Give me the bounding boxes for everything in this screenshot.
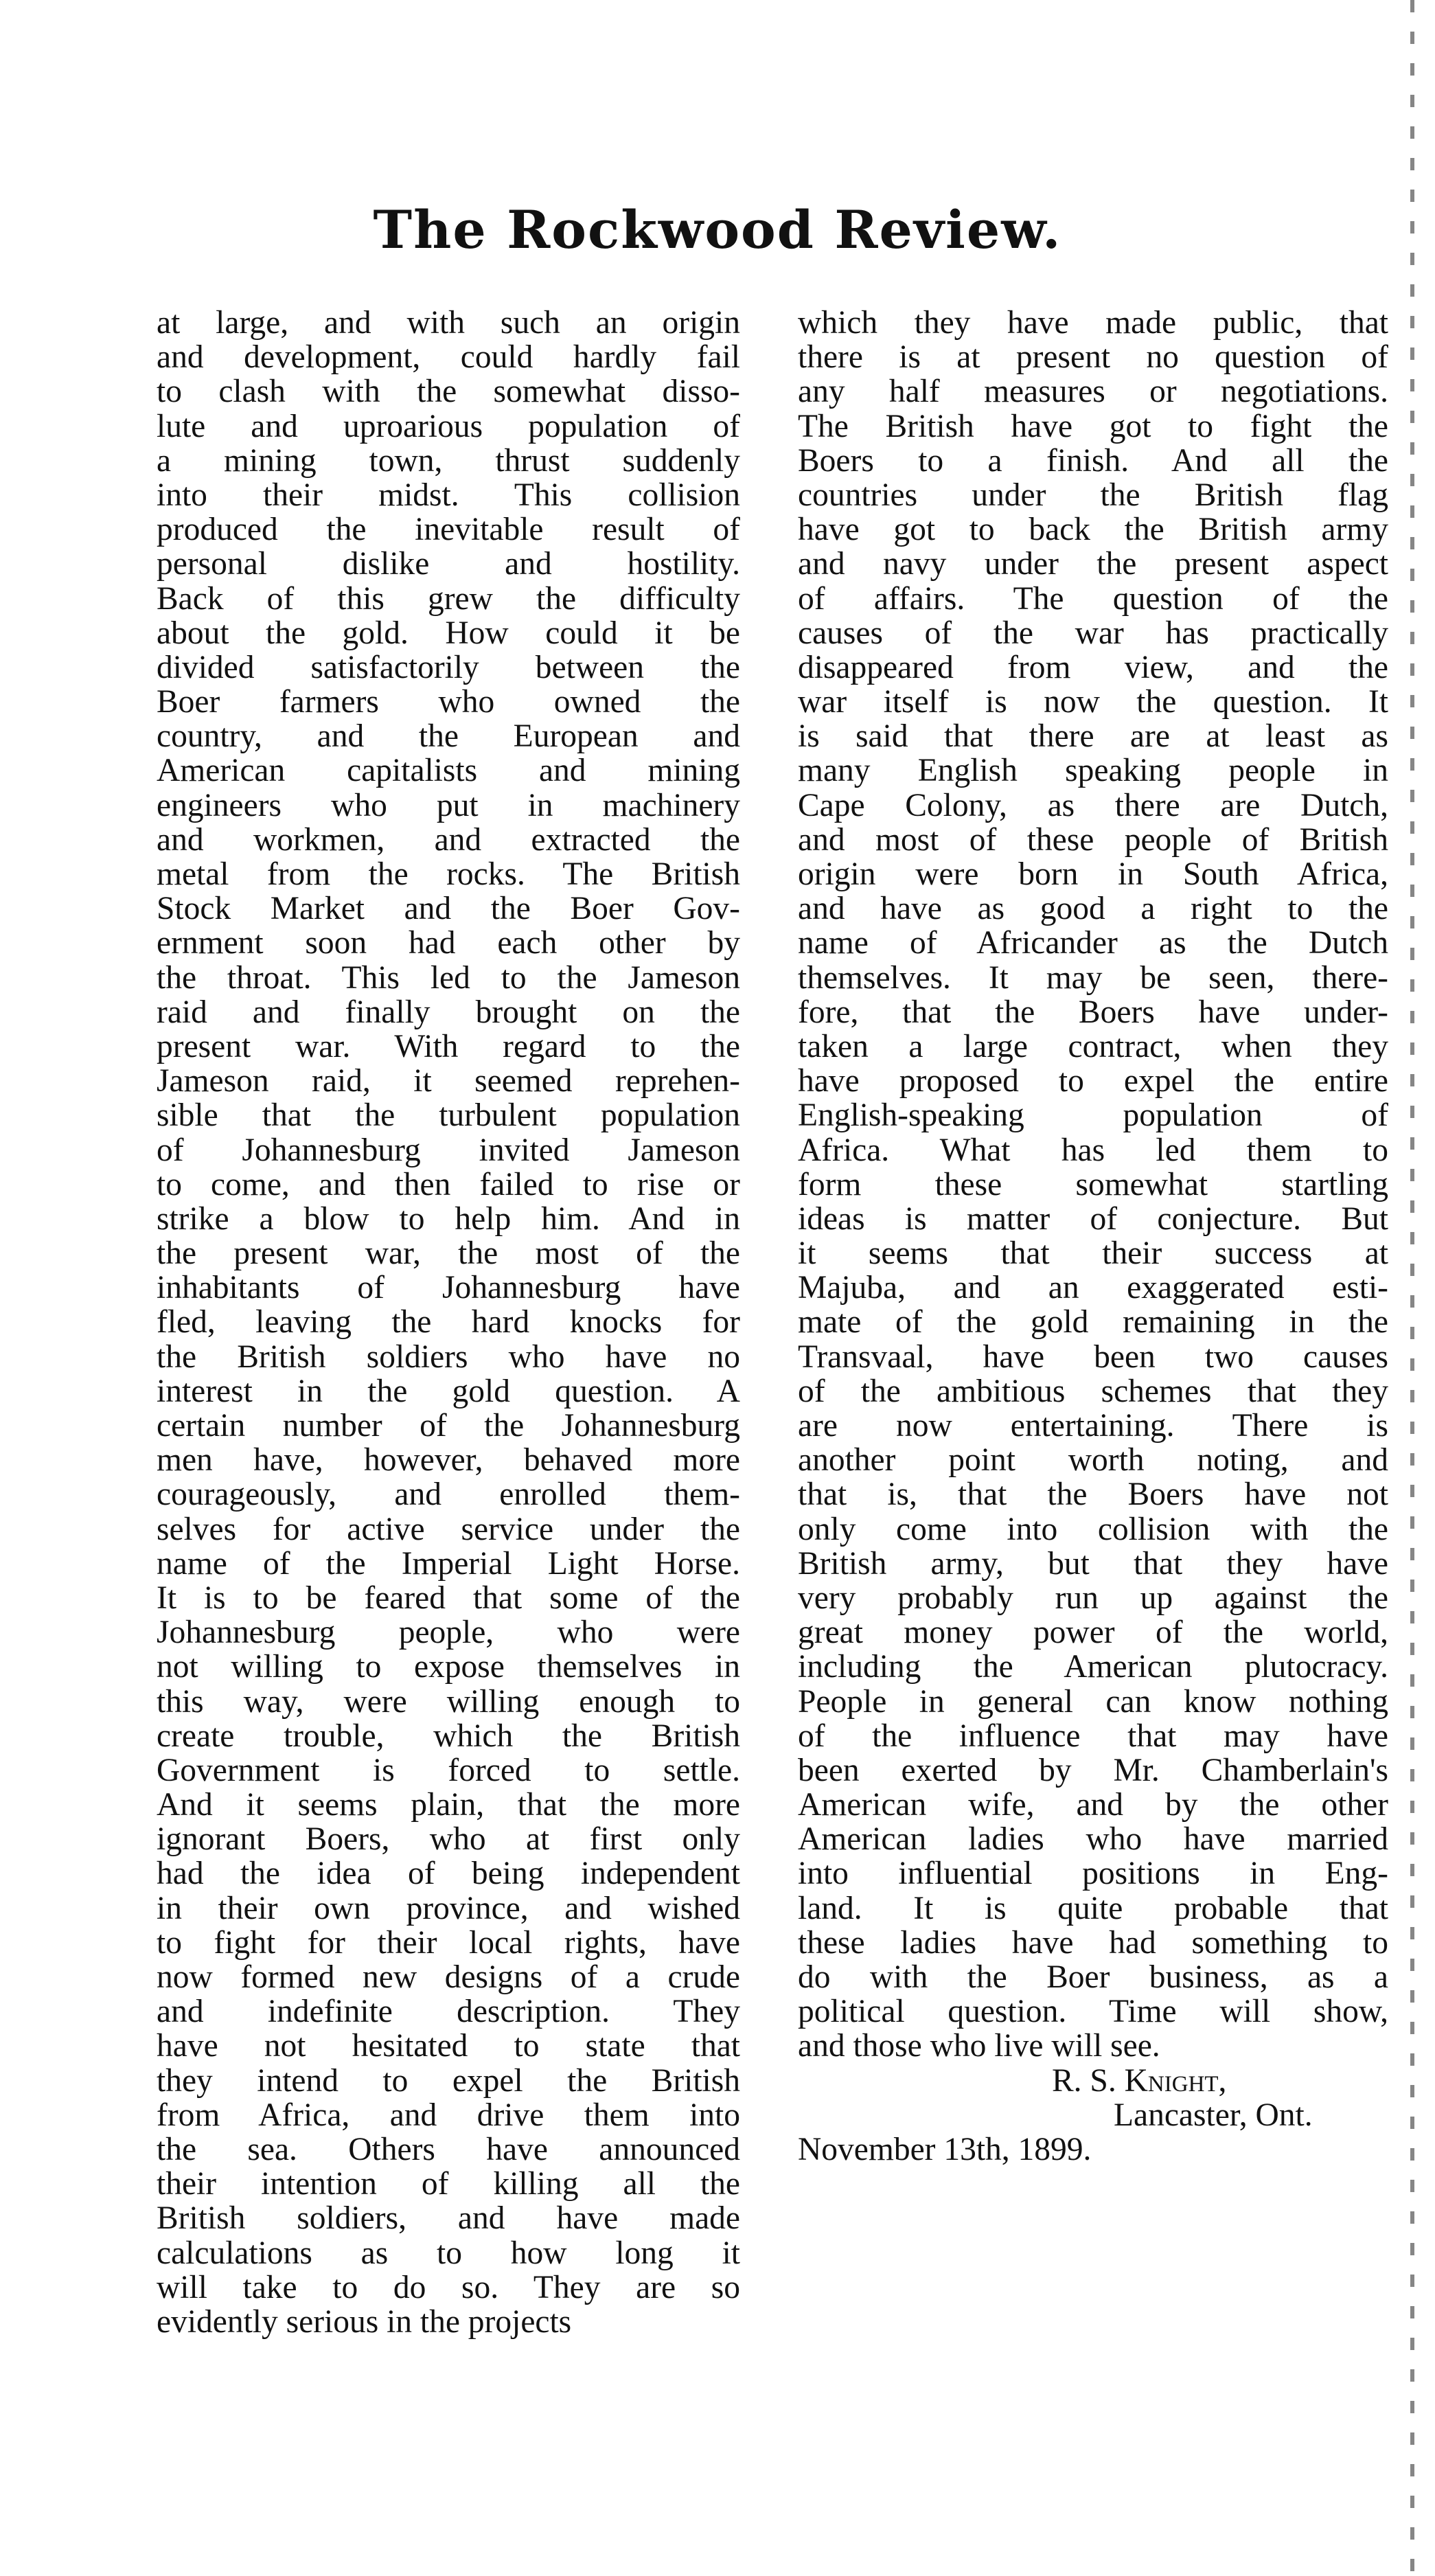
text-line: of Johannesburg invited Jameson — [157, 1132, 740, 1168]
text-line: ernment soon had each other by — [157, 925, 740, 961]
text-line: Stock Market and the Boer Gov- — [157, 891, 740, 927]
text-line: in their own province, and wished — [157, 1890, 740, 1926]
author-location: Lancaster, Ont. — [1114, 2097, 1313, 2133]
text-line: People in general can know nothing — [798, 1683, 1388, 1720]
text-line: fore, that the Boers have under- — [798, 994, 1388, 1030]
text-line: Johannesburg people, who were — [157, 1615, 740, 1651]
text-line: their intention of killing all the — [157, 2166, 740, 2202]
text-line: will take to do so. They are so — [157, 2269, 740, 2305]
text-line: causes of the war has practically — [798, 615, 1388, 651]
text-line: including the American plutocracy. — [798, 1649, 1388, 1685]
text-line: It is to be feared that some of the — [157, 1580, 740, 1616]
page-edge-marks — [1410, 0, 1414, 2576]
text-line: mate of the gold remaining in the — [798, 1304, 1388, 1341]
text-line: it seems that their success at — [798, 1235, 1388, 1272]
dateline: November 13th, 1899. — [798, 2131, 1092, 2167]
text-line: American wife, and by the other — [798, 1787, 1388, 1823]
masthead-title: The Rockwood Review. — [373, 199, 1062, 260]
text-line: create trouble, which the British — [157, 1718, 740, 1754]
text-line: and most of these people of British — [798, 821, 1388, 858]
text-line: metal from the rocks. The British — [157, 856, 740, 892]
text-line: and development, could hardly fail — [157, 339, 740, 376]
text-line: and workmen, and extracted the — [157, 821, 740, 858]
text-line: the throat. This led to the Jameson — [157, 959, 740, 996]
text-line: raid and finally brought on the — [157, 994, 740, 1030]
text-line: do with the Boer business, as a — [798, 1959, 1388, 1995]
text-line: fled, leaving the hard knocks for — [157, 1304, 740, 1341]
text-line: at large, and with such an origin — [157, 305, 740, 341]
right-text-column — [798, 306, 1388, 2167]
text-line: is said that there are at least as — [798, 718, 1388, 755]
text-line: evidently serious in the projects — [157, 2303, 572, 2340]
text-line: Boer farmers who owned the — [157, 684, 740, 720]
signature-block — [798, 2064, 1388, 2167]
text-line: into influential positions in Eng- — [798, 1856, 1388, 1892]
text-line: name of Africander as the Dutch — [798, 925, 1388, 961]
text-line: about the gold. How could it be — [157, 615, 740, 651]
text-line: there is at present no question of — [798, 339, 1388, 376]
text-line: many English speaking people in — [798, 753, 1388, 789]
text-line: themselves. It may be seen, there- — [798, 959, 1388, 996]
text-line: they intend to expel the British — [157, 2062, 740, 2099]
text-line: have got to back the British army — [798, 512, 1388, 548]
text-line: war itself is now the question. It — [798, 684, 1388, 720]
text-line: personal dislike and hostility. — [157, 546, 740, 582]
text-line: of the ambitious schemes that they — [798, 1373, 1388, 1409]
text-line: lute and uproarious population of — [157, 408, 740, 444]
text-line: which they have made public, that — [798, 305, 1388, 341]
text-line: to clash with the somewhat disso- — [157, 374, 740, 410]
text-line: these ladies have had something to — [798, 1924, 1388, 1961]
text-line: men have, however, behaved more — [157, 1442, 740, 1479]
text-line: and navy under the present aspect — [798, 546, 1388, 582]
text-line: Africa. What has led them to — [798, 1132, 1388, 1168]
text-line: divided satisfactorily between the — [157, 649, 740, 685]
text-line: certain number of the Johannesburg — [157, 1408, 740, 1444]
text-line: are now entertaining. There is — [798, 1408, 1388, 1444]
text-line: British soldiers, and have made — [157, 2200, 740, 2237]
text-line: selves for active service under the — [157, 1511, 740, 1547]
text-line: any half measures or negotiations. — [798, 374, 1388, 410]
text-line: American capitalists and mining — [157, 753, 740, 789]
text-line: Boers to a finish. And all the — [798, 442, 1388, 479]
text-line: inhabitants of Johannesburg have — [157, 1270, 740, 1306]
text-line: Majuba, and an exaggerated esti- — [798, 1270, 1388, 1306]
text-line: into their midst. This collision — [157, 477, 740, 513]
author-surname: Knight, — [1124, 2062, 1227, 2099]
text-line: name of the Imperial Light Horse. — [157, 1545, 740, 1582]
author-name — [798, 2064, 1388, 2098]
text-line: not willing to expose themselves in — [157, 1649, 740, 1685]
text-line: sible that the turbulent population — [157, 1097, 740, 1134]
text-line: been exerted by Mr. Chamberlain's — [798, 1752, 1388, 1788]
text-line: a mining town, thrust suddenly — [157, 442, 740, 479]
text-line: to come, and then failed to rise or — [157, 1166, 740, 1202]
text-line: present war. With regard to the — [157, 1028, 740, 1064]
text-line: courageously, and enrolled them- — [157, 1477, 740, 1513]
text-line: form these somewhat startling — [798, 1166, 1388, 1202]
text-line: Transvaal, have been two causes — [798, 1338, 1388, 1375]
text-line: ideas is matter of conjecture. But — [798, 1200, 1388, 1237]
text-line: and those who live will see. — [798, 2028, 1160, 2064]
text-line: this way, were willing enough to — [157, 1683, 740, 1720]
text-line: Jameson raid, it seemed reprehen- — [157, 1063, 740, 1099]
text-line: The British have got to fight the — [798, 408, 1388, 444]
left-text-column — [157, 306, 740, 2339]
text-line: have proposed to expel the entire — [798, 1063, 1388, 1099]
text-line: had the idea of being independent — [157, 1856, 740, 1892]
text-line: disappeared from view, and the — [798, 649, 1388, 685]
text-line: of the influence that may have — [798, 1718, 1388, 1754]
text-line: English-speaking population of — [798, 1097, 1388, 1134]
text-line: the sea. Others have announced — [157, 2131, 740, 2167]
text-line: Back of this grew the difficulty — [157, 580, 740, 617]
text-line: British army, but that they have — [798, 1545, 1388, 1582]
text-line: very probably run up against the — [798, 1580, 1388, 1616]
text-line: origin were born in South Africa, — [798, 856, 1388, 892]
text-line: American ladies who have married — [798, 1821, 1388, 1858]
text-line: land. It is quite probable that — [798, 1890, 1388, 1926]
text-line: countries under the British flag — [798, 477, 1388, 513]
text-line: produced the inevitable result of — [157, 512, 740, 548]
text-line: strike a blow to help him. And in — [157, 1200, 740, 1237]
text-line: great money power of the world, — [798, 1615, 1388, 1651]
text-line: of affairs. The question of the — [798, 580, 1388, 617]
text-line: and have as good a right to the — [798, 891, 1388, 927]
text-line: country, and the European and — [157, 718, 740, 755]
text-line: calculations as to how long it — [157, 2235, 740, 2271]
text-line: ignorant Boers, who at first only — [157, 1821, 740, 1858]
text-line: political question. Time will show, — [798, 1994, 1388, 2030]
text-line: taken a large contract, when they — [798, 1028, 1388, 1064]
text-line: And it seems plain, that the more — [157, 1787, 740, 1823]
text-line: that is, that the Boers have not — [798, 1477, 1388, 1513]
author-initials: R. S. — [1052, 2062, 1116, 2099]
text-line: interest in the gold question. A — [157, 1373, 740, 1409]
text-line: and indefinite description. They — [157, 1994, 740, 2030]
text-line: Government is forced to settle. — [157, 1752, 740, 1788]
text-line: only come into collision with the — [798, 1511, 1388, 1547]
text-line: another point worth noting, and — [798, 1442, 1388, 1479]
text-line: from Africa, and drive them into — [157, 2097, 740, 2133]
text-line: Cape Colony, as there are Dutch, — [798, 787, 1388, 823]
text-line: now formed new designs of a crude — [157, 1959, 740, 1995]
text-line: engineers who put in machinery — [157, 787, 740, 823]
text-line: the British soldiers who have no — [157, 1338, 740, 1375]
text-line: to fight for their local rights, have — [157, 1924, 740, 1961]
text-line: the present war, the most of the — [157, 1235, 740, 1272]
text-line: have not hesitated to state that — [157, 2028, 740, 2064]
